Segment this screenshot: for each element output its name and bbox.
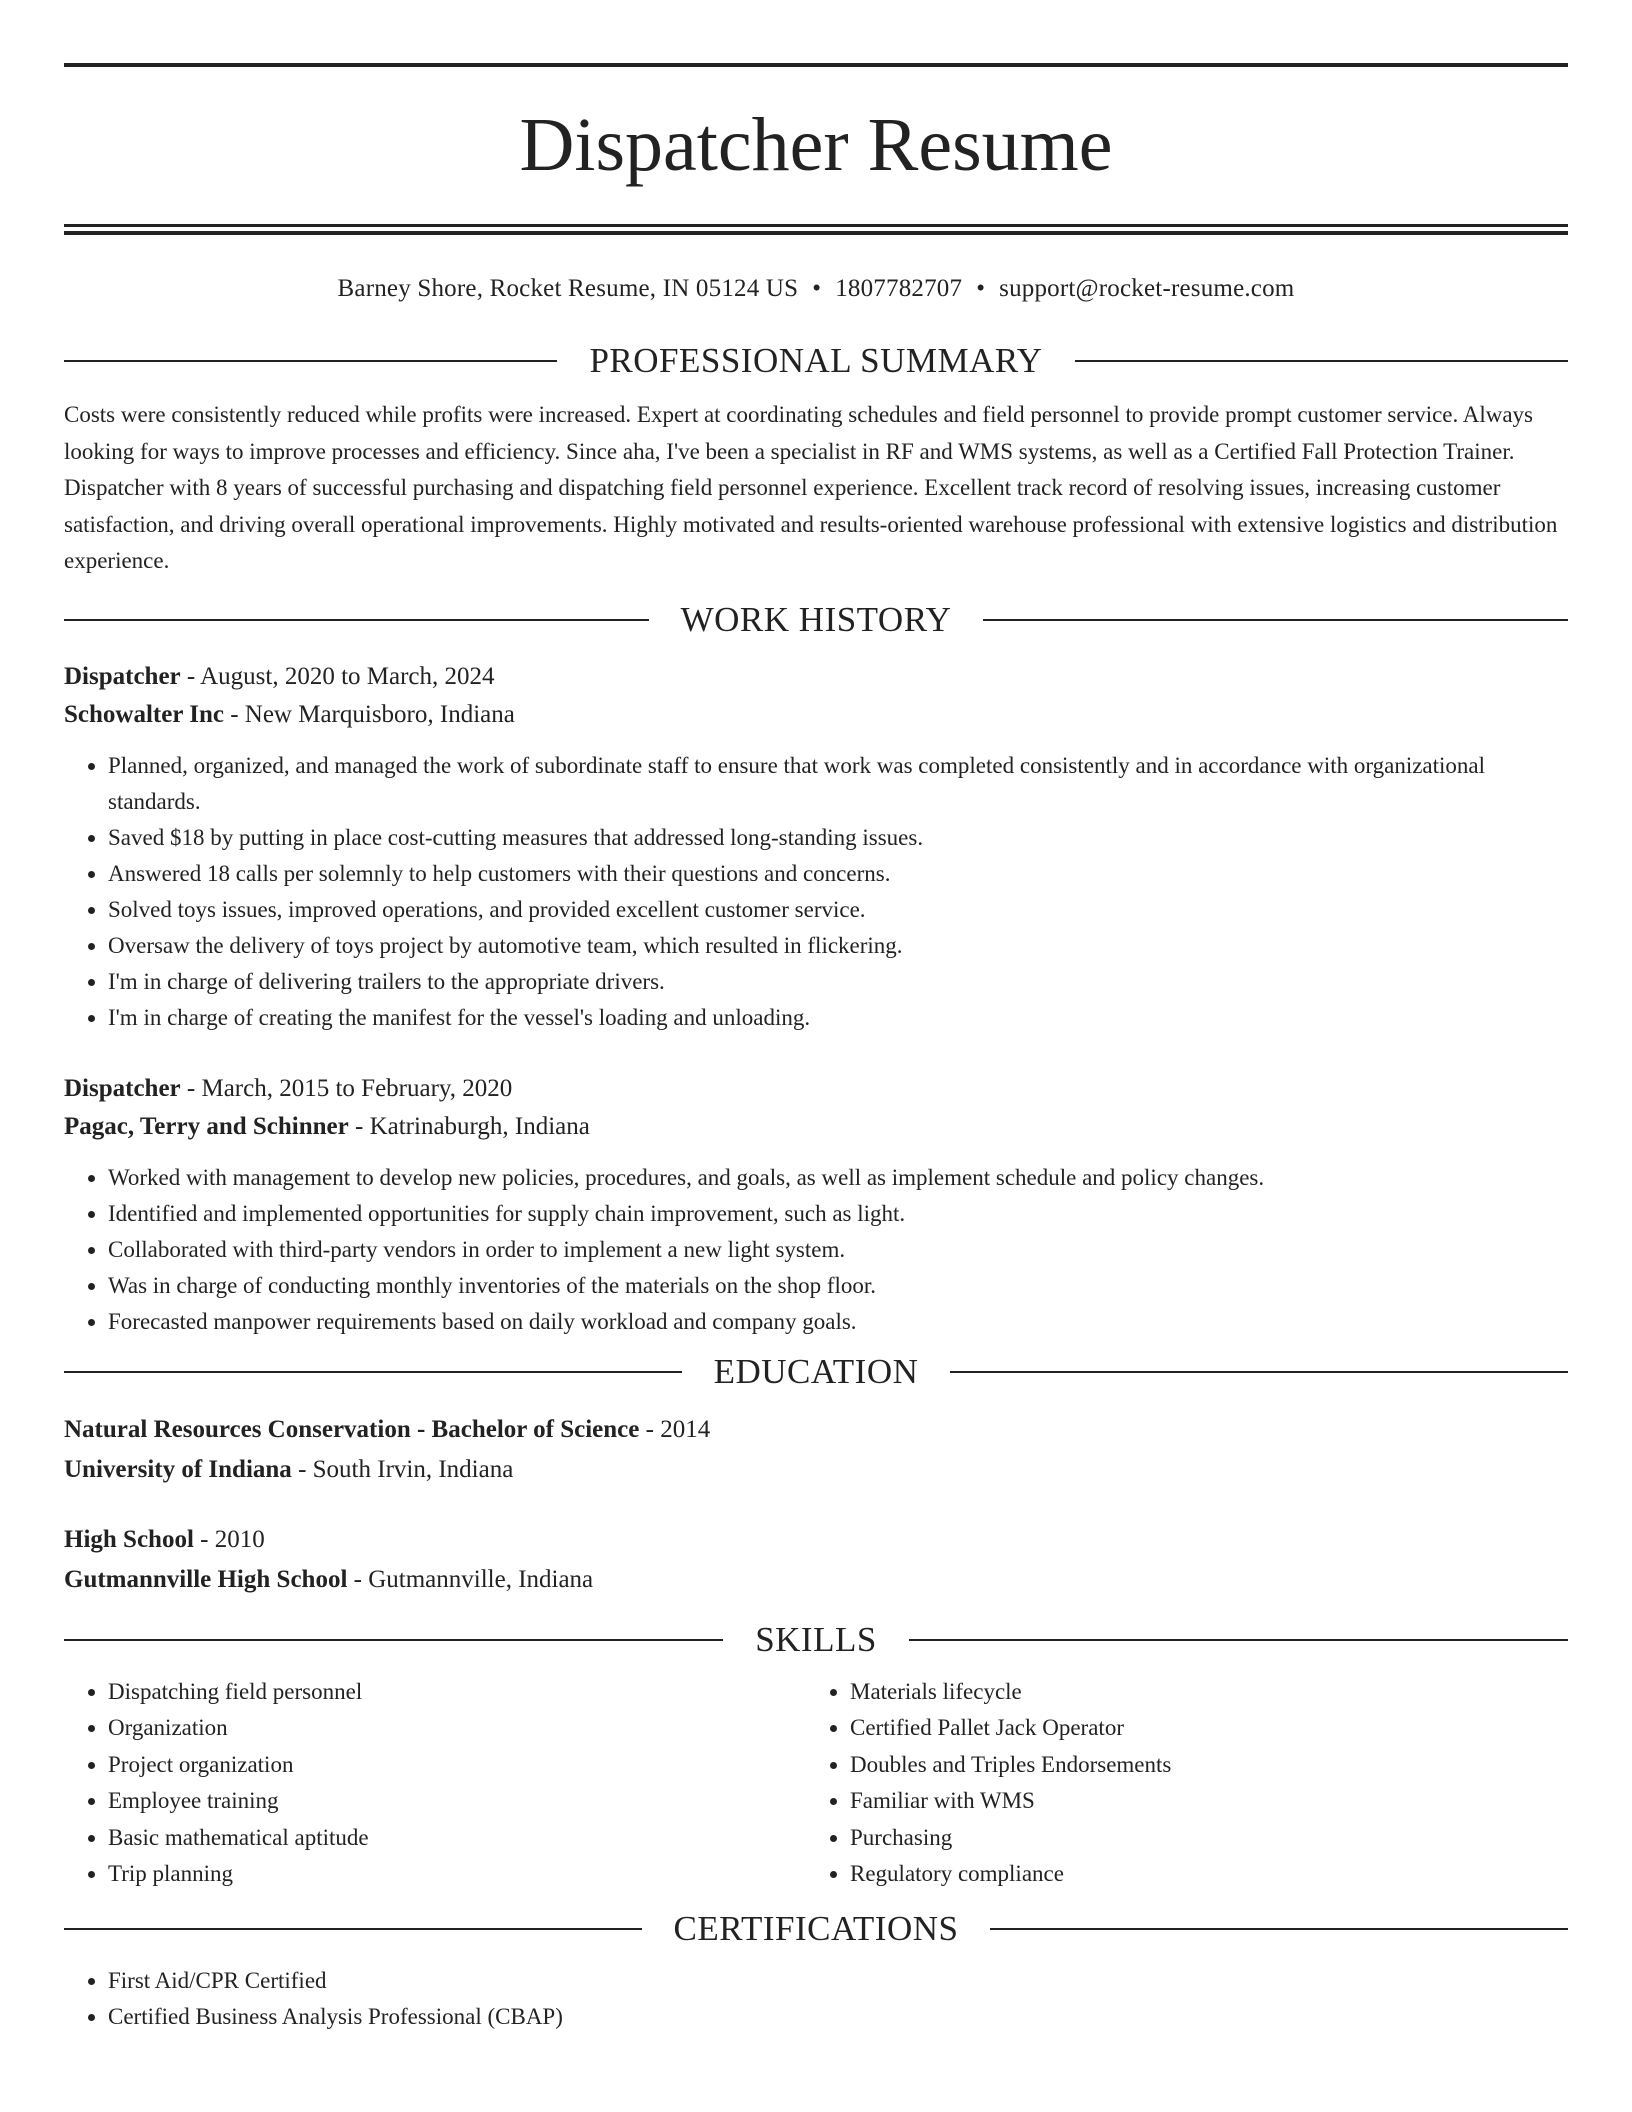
heading-rule-right [950,1371,1568,1373]
list-item: • Purchasing [850,1820,1548,1857]
list-item: • Identified and implemented opportunities for supply chain improvement, such as light. [108,1196,1568,1232]
list-item: • Forecasted manpower requirements based on daily workload and company goals. [108,1304,1568,1340]
heading-rule-left [64,1371,682,1373]
education-location: - South Irvin, Indiana [291,1455,514,1483]
job-title-line [64,658,1568,696]
list-item: • Project organization [108,1747,806,1784]
heading-rule-left [64,360,557,362]
education-location: - Gutmannville, Indiana [347,1565,594,1593]
heading-rule-right [983,619,1568,621]
list-item: • Collaborated with third-party vendors in order to implement a new light system. [108,1232,1568,1268]
job-entry [64,658,1568,1036]
section-heading-work-history [64,598,1568,642]
contact-phone: 1807782707 [835,275,963,302]
section-title: SKILLS [755,1619,877,1659]
list-item: • Dispatching field personnel [108,1674,806,1711]
contact-address: Barney Shore, Rocket Resume, IN 05124 US [337,275,799,302]
list-item: • Familiar with WMS [850,1783,1548,1820]
heading-rule-right [990,1928,1568,1930]
list-item: • I'm in charge of delivering trailers to the appropriate drivers. [108,964,1568,1000]
education-degree-line [64,1410,1568,1450]
list-item: • First Aid/CPR Certified [108,1963,1568,1999]
heading-rule-left [64,619,649,621]
skills-list-right [806,1674,1548,1893]
summary-text: Costs were consistently reduced while profits were increased. Expert at coordinating schedules and field personnel to provide prompt customer service. Always looking for ways to improve processes and efficiency. Since aha, I've been a specialist in RF and WMS systems, as well as a Certified Fall Protection Trainer. Dispatcher with 8 years of successful purchasing and dispatching field personnel experience. Excellent track record of resolving issues, increasing customer satisfaction, and driving overall operational improvements. Highly motivated and results-oriented warehouse professional with extensive logistics and distribution experience. [64,402,1558,573]
list-item: • Planned, organized, and managed the work of subordinate staff to ensure that work was completed consistently and in accordance with organizational standards. [108,748,1568,820]
section-heading-skills [64,1618,1568,1662]
skills-columns [64,1674,1568,1893]
job-company-line [64,696,1568,734]
section-heading-education [64,1350,1568,1394]
job-title-line [64,1070,1568,1108]
education-school: University of Indiana [64,1455,292,1483]
heading-rule-left [64,1639,723,1641]
job-location: - Katrinaburgh, Indiana [348,1112,590,1140]
job-dates: - August, 2020 to March, 2024 [180,662,495,690]
list-item: • Answered 18 calls per solemnly to help customers with their questions and concerns. [108,856,1568,892]
skills-column-right [806,1674,1548,1893]
section-title: WORK HISTORY [680,599,952,639]
job-company-line [64,1108,1568,1146]
contact-separator: • [812,275,822,302]
education-school-line [64,1450,1568,1490]
list-item: • Worked with management to develop new policies, procedures, and goals, as well as implement schedule and policy changes. [108,1160,1568,1196]
section-heading-summary [64,339,1568,383]
education-degree: Natural Resources Conservation - Bachelor of Science [64,1415,640,1443]
education-degree: High School [64,1525,194,1553]
education-entry [64,1520,1568,1600]
section-title: EDUCATION [713,1351,919,1391]
resume-page [64,0,1568,2035]
job-dates: - March, 2015 to February, 2020 [180,1074,513,1102]
list-item: • Materials lifecycle [850,1674,1548,1711]
section-heading-certifications [64,1907,1568,1951]
job-location: - New Marquisboro, Indiana [223,700,515,728]
contact-email: support@rocket-resume.com [999,275,1295,302]
section-title: PROFESSIONAL SUMMARY [589,341,1043,380]
list-item: • Trip planning [108,1856,806,1893]
job-bullets [64,1160,1568,1340]
page-title: Dispatcher Resume [519,103,1113,187]
list-item: • Was in charge of conducting monthly inventories of the materials on the shop floor. [108,1268,1568,1304]
list-item: • Certified Business Analysis Professional (CBAP) [108,1999,1568,2035]
job-title: Dispatcher [64,662,181,690]
list-item: • Certified Pallet Jack Operator [850,1710,1548,1747]
job-company: Schowalter Inc [64,700,224,728]
list-item: • Regulatory compliance [850,1856,1548,1893]
list-item: • Solved toys issues, improved operations, and provided excellent customer service. [108,892,1568,928]
contact-line [64,273,1568,305]
section-title: CERTIFICATIONS [673,1908,959,1948]
list-item: • Organization [108,1710,806,1747]
list-item: • I'm in charge of creating the manifest for the vessel's loading and unloading. [108,1000,1568,1036]
job-entry [64,1070,1568,1340]
title-bottom-double-rule [64,224,1568,235]
job-company: Pagac, Terry and Schinner [64,1112,349,1140]
skills-list-left [64,1674,806,1893]
list-item: • Employee training [108,1783,806,1820]
contact-separator: • [976,275,986,302]
job-bullets [64,748,1568,1036]
job-title: Dispatcher [64,1074,181,1102]
list-item: • Doubles and Triples Endorsements [850,1747,1548,1784]
education-year: - 2010 [193,1525,265,1553]
list-item: • Saved $18 by putting in place cost-cutting measures that addressed long-standing issues. [108,820,1568,856]
title-top-rule [64,63,1568,67]
education-year: - 2014 [639,1415,711,1443]
education-entry [64,1410,1568,1490]
list-item: • Oversaw the delivery of toys project by automotive team, which resulted in flickering. [108,928,1568,964]
education-degree-line [64,1520,1568,1560]
heading-rule-right [1075,360,1568,362]
certifications-list [64,1963,1568,2035]
skills-column-left [64,1674,806,1893]
heading-rule-right [909,1639,1568,1641]
heading-rule-left [64,1928,642,1930]
list-item: • Basic mathematical aptitude [108,1820,806,1857]
education-school: Gutmannville High School [64,1565,348,1593]
education-school-line [64,1560,1568,1600]
